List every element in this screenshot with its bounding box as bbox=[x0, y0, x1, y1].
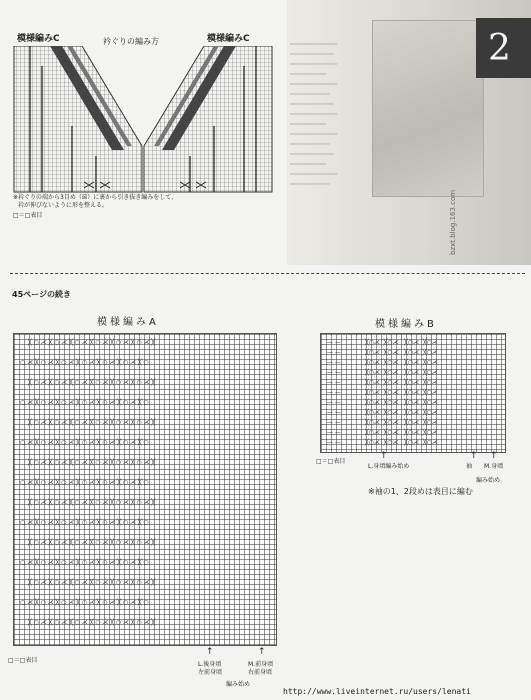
arrow-up-icon: ↑ bbox=[380, 451, 388, 461]
pattern-a-legend: □＝□表目 bbox=[8, 657, 38, 664]
neckline-note-line1: ※衿ぐりの端から3目め（☒）に裏から引き抜き編みをして、 bbox=[13, 194, 178, 201]
arrow-up-icon: ↑ bbox=[470, 451, 478, 461]
arrow-up-icon: ↑ bbox=[258, 647, 266, 657]
arrow-up-icon: ↑ bbox=[206, 647, 214, 657]
bleed-through-text: ━━━━━━━━━━━━━ ━━━━━━━━━━━━ ━━━━━━━━━━━━━ ━━━━━━━━━━ ━━━━━━━━━━━━━ ━━━━━━━━━━━ ━━━━━━━━━━━━ ━━━━━━━━━━━━━ ━━━━━━━━━━ ━━━━━━━━━━━━━ ━━━━━━━━━━━ ━━━━━━━━━━━━ ━━━━━━━━━━ ━━━━━━━━━━━━━ ━━━━━━━━━━━ bbox=[290, 41, 337, 188]
pattern-a-label-front2: 左前身頃 bbox=[198, 669, 223, 676]
pattern-c-title-right: 模様編みC bbox=[207, 34, 250, 44]
neckline-legend: □＝□表目 bbox=[13, 212, 43, 219]
pattern-b-note: ※袖の1、2段めは表目に編む bbox=[368, 487, 473, 496]
watermark: bzxt.blog.163.com bbox=[449, 189, 457, 255]
pattern-c-title-left: 模様編みC bbox=[17, 34, 60, 44]
pattern-a-label-m: M.前身頃 bbox=[248, 661, 274, 668]
neckline-title: 衿ぐりの編み方 bbox=[103, 37, 159, 46]
chapter-number: 2 bbox=[488, 28, 511, 69]
section-divider bbox=[10, 273, 525, 274]
arrow-up-icon: ↑ bbox=[490, 451, 498, 461]
pattern-a-label-front: L.後身頃 bbox=[198, 661, 222, 668]
pattern-b-label-m: M.身頃 bbox=[484, 463, 504, 470]
neckline-note-line2: 衿が伸びないように形を整える。 bbox=[18, 202, 109, 209]
footer-url[interactable]: http://www.liveinternet.ru/users/lenati bbox=[283, 687, 471, 696]
pattern-a-label-m2: 右前身頃 bbox=[248, 669, 273, 676]
pattern-b-title: 模様編みB bbox=[375, 319, 437, 330]
section-heading: 45ページの続き bbox=[12, 290, 71, 299]
pattern-b-legend: □＝□表目 bbox=[316, 458, 346, 465]
pattern-b-chart: ╳○⋌ ╳○⋌ ╳○⋌ ╳○⋌ ╳○⋌ ╳○⋌ ╳○⋌ ╳○⋌ ╳○⋌ ╳○⋌ ╳○⋌ ╳○⋌ ╳○⋌ ╳○⋌ ╳○⋌ ╳○⋌ ╳○⋌ ╳○⋌ ╳○⋌ ╳○⋌ ╳○⋌ ╳○⋌ ╳○⋌ ╳○⋌ ╳○⋌ ╳○⋌ ╳○⋌ ╳○⋌ ╳○⋌ ╳○⋌ ╳○⋌ ╳○⋌ ╳○⋌ ╳○⋌ ╳○⋌ ╳○⋌ ╳○⋌ ╳○⋌ ╳○⋌ ╳○⋌ ╳○⋌ ╳○⋌ ╳○⋌ ╳○⋌ — — — — — — — — — — — — — — — — — — — — — — bbox=[320, 333, 506, 453]
neckline-right-panel bbox=[144, 46, 272, 192]
neckline-chart bbox=[12, 46, 274, 194]
pattern-b-label-start2: 編み始め bbox=[476, 477, 501, 484]
pattern-a-label-start: 編み始め bbox=[226, 681, 251, 688]
pattern-b-label-sleeve: 袖 bbox=[466, 463, 473, 470]
neckline-left-panel bbox=[14, 46, 142, 192]
pattern-b-label-start: L.身頃編み始め bbox=[368, 463, 410, 470]
pattern-a-chart: ╳ ○ ⋌ ╳ ○ ⋌ ╳ ○ ⋌ ╳ ○ ⋌ ╳ ○ ⋌ ╳ ○ ⋌ ╳ ○ ⋌ ╳ ○ ⋌ ╳ ○ ⋌ ╳ ○ ⋌ ╳ ○ ⋌ ╳ ○ ⋌ ╳ ○ ╳ ○ ⋌ ╳ ○ ⋌ ╳ ○ ⋌ ╳ ○ ⋌ ╳ ○ ⋌ ╳ ○ ⋌ ╳ ○ ⋌ ╳ ○ ⋌ ╳ ○ ⋌ ╳ ○ ⋌ ╳ ○ ⋌ ╳ ○ ⋌ ╳ ○ ╳ ○ ⋌ ╳ ○ ⋌ ╳ ○ ⋌ ╳ ○ ⋌ ╳ ○ ⋌ ╳ ○ ⋌ ╳ ○ ⋌ ╳ ○ ⋌ ╳ ○ ⋌ ╳ ○ ⋌ ╳ ○ ⋌ ╳ ○ ⋌ ╳ ○ ╳ ○ ⋌ ╳ ○ ⋌ ╳ ○ ⋌ ╳ ○ ⋌ ╳ ○ ⋌ ╳ ○ ⋌ ╳ ○ ⋌ ╳ ○ ⋌ ╳ ○ ⋌ ╳ ○ ⋌ ╳ ○ ⋌ ╳ ○ ⋌ ╳ ○ ╳ ○ ⋌ ╳ ○ ⋌ ╳ ○ ⋌ ╳ ○ ⋌ ╳ ○ ⋌ ╳ ○ ⋌ ╳ ○ ⋌ ╳ ○ ⋌ ╳ ○ ⋌ ╳ ○ ⋌ ╳ ○ ⋌ ╳ ○ ⋌ ╳ ○ ╳ ○ ⋌ ╳ ○ ⋌ ╳ ○ ⋌ ╳ ○ ⋌ ╳ ○ ⋌ ╳ ○ ⋌ ╳ ○ ⋌ ╳ ○ ⋌ ╳ ○ ⋌ ╳ ○ ⋌ ╳ ○ ⋌ ╳ ○ ⋌ ╳ ○ ╳ ○ ⋌ ╳ ○ ⋌ ╳ ○ ⋌ ╳ ○ ⋌ ╳ ○ ⋌ ╳ ○ ⋌ ╳ ○ ⋌ ╳ ○ ⋌ ╳ ○ ⋌ ╳ ○ ⋌ ╳ ○ ⋌ ╳ ○ ⋌ ╳ ○ ╳ ○ ⋌ ╳ ○ ⋌ ╳ ○ ⋌ ╳ ○ ⋌ ╳ ○ ⋌ ╳ ○ ⋌ ╳ bbox=[13, 333, 277, 646]
garment-photo bbox=[372, 20, 484, 197]
pattern-a-title: 模様編みA bbox=[97, 317, 159, 328]
